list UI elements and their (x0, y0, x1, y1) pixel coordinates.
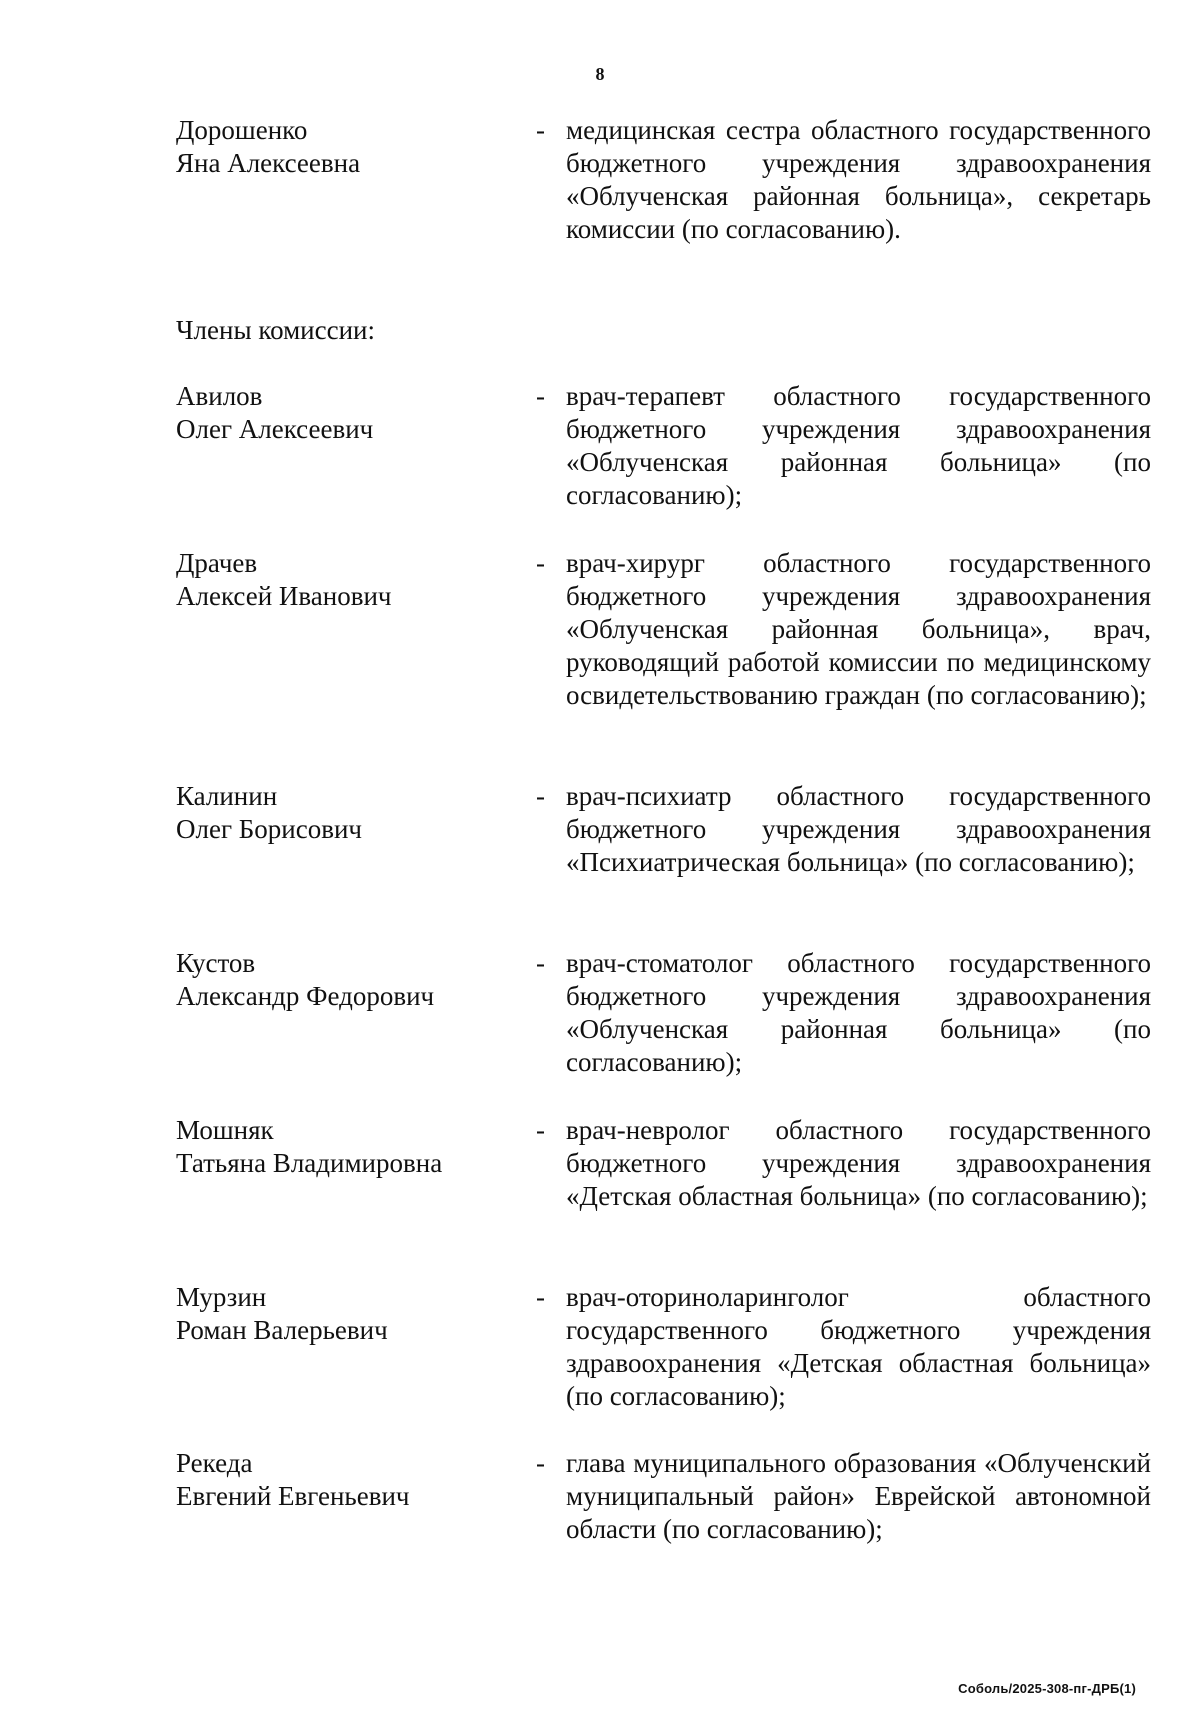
person-name (176, 1281, 516, 1347)
position-description: врач-хирург областного государственного бюджетного учреждения здравоохранения «Облученская районная больница», врач, руководящий работой комиссии по медицинскому освидетельствованию граждан (по согласованию); (566, 548, 1151, 710)
dash-separator: - (536, 1115, 545, 1145)
person-name (176, 547, 516, 613)
person-name (176, 380, 516, 446)
person-name (176, 1114, 516, 1180)
position-description: врач-стоматолог областного государственного бюджетного учреждения здравоохранения «Облученская районная больница» (по согласованию); (566, 948, 1151, 1077)
given-names: Алексей Иванович (176, 581, 392, 611)
surname: Дорошенко (176, 115, 308, 145)
dash-separator: - (536, 781, 545, 811)
given-names: Яна Алексеевна (176, 148, 361, 178)
person-name (176, 947, 516, 1013)
person-name (176, 114, 516, 180)
surname: Мошняк (176, 1115, 274, 1145)
dash-separator: - (536, 381, 545, 411)
given-names: Роман Валерьевич (176, 1315, 388, 1345)
position-description: врач-невролог областного государственного бюджетного учреждения здравоохранения «Детская областная больница» (по согласованию); (566, 1115, 1151, 1211)
person-name (176, 1447, 516, 1513)
surname: Кустов (176, 948, 256, 978)
position-description: врач-психиатр областного государственного бюджетного учреждения здравоохранения «Психиатрическая больница» (по согласованию); (566, 781, 1151, 877)
dash-separator: - (536, 1282, 545, 1312)
surname: Драчев (176, 548, 258, 578)
position-description: врач-оториноларинголог областного государственного бюджетного учреждения здравоохранения «Детская областная больница» (по согласованию); (566, 1282, 1151, 1411)
given-names: Татьяна Владимировна (176, 1148, 443, 1178)
given-names: Александр Федорович (176, 981, 435, 1011)
dash-separator: - (536, 115, 545, 145)
person-name (176, 780, 516, 846)
dash-separator: - (536, 1448, 545, 1478)
position-description: глава муниципального образования «Облученский муниципальный район» Еврейской автономной области (по согласованию); (566, 1448, 1151, 1544)
members-heading: Члены комиссии: (176, 315, 375, 345)
given-names: Олег Борисович (176, 814, 362, 844)
surname: Мурзин (176, 1282, 267, 1312)
dash-separator: - (536, 548, 545, 578)
dash-separator: - (536, 948, 545, 978)
surname: Рекеда (176, 1448, 253, 1478)
surname: Калинин (176, 781, 278, 811)
given-names: Олег Алексеевич (176, 414, 374, 444)
position-description: медицинская сестра областного государственного бюджетного учреждения здравоохранения «Облученская районная больница», секретарь комиссии (по согласованию). (566, 115, 1151, 244)
surname: Авилов (176, 381, 263, 411)
page-number: 8 (595, 64, 605, 84)
given-names: Евгений Евгеньевич (176, 1481, 410, 1511)
document-code: Соболь/2025-308-пг-ДРБ(1) (958, 1681, 1136, 1696)
position-description: врач-терапевт областного государственного бюджетного учреждения здравоохранения «Облученская районная больница» (по согласованию); (566, 381, 1151, 510)
